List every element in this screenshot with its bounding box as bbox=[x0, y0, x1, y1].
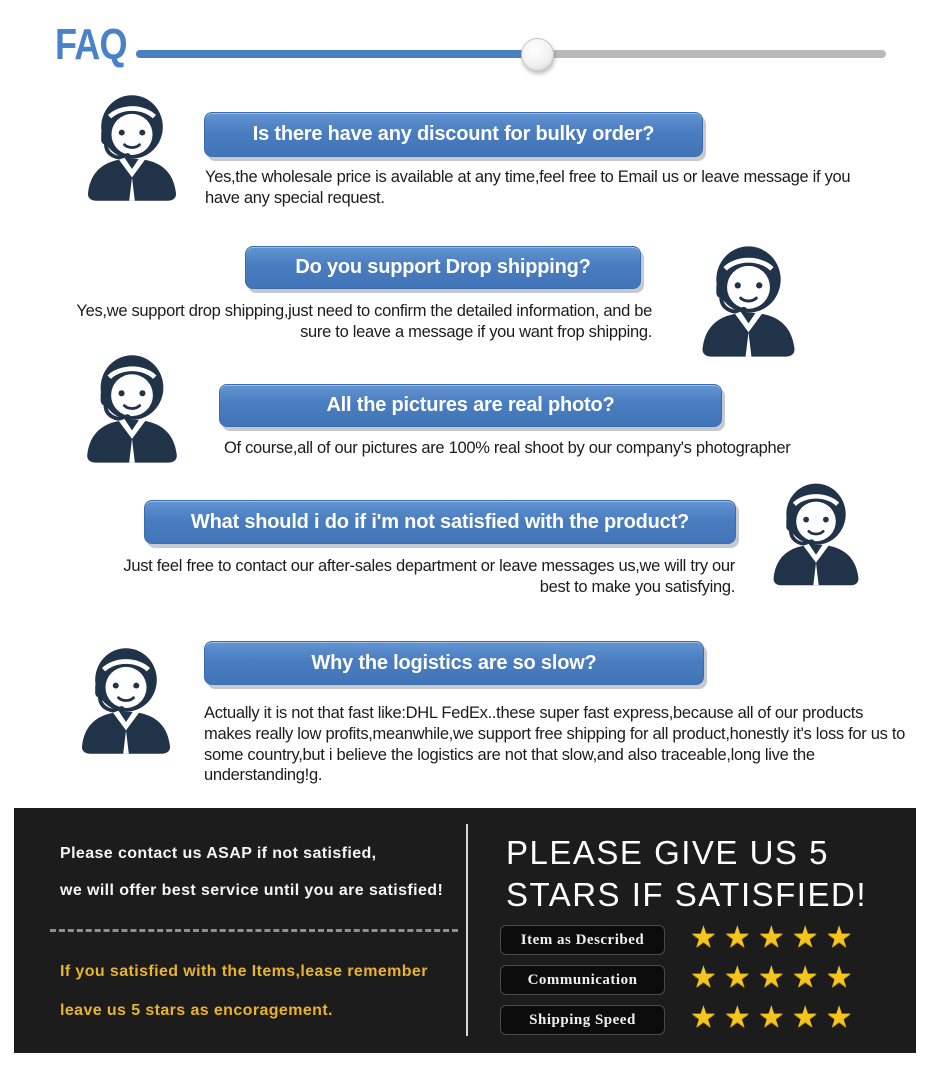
star-icon: ★ bbox=[757, 1001, 785, 1034]
answer-text-real-photo: Of course,all of our pictures are 100% real shoot by our company's photographer bbox=[224, 439, 791, 457]
star-icon: ★ bbox=[723, 921, 751, 954]
star-icon: ★ bbox=[690, 961, 717, 994]
star-icon: ★ bbox=[690, 921, 717, 954]
star-icon: ★ bbox=[690, 1001, 717, 1034]
support-agent-icon bbox=[76, 90, 188, 205]
question-button-discount[interactable] bbox=[204, 112, 703, 157]
star-icon: ★ bbox=[791, 921, 819, 954]
rating-stars-item-described bbox=[690, 923, 853, 953]
answer-text-dropshipping: Yes,we support drop shipping,just need to confirm the detailed information, and be sure to leave a message if you want frop shipping. bbox=[76, 302, 652, 341]
stars-request-line2: leave us 5 stars as encoragement. bbox=[60, 1002, 333, 1019]
question-label: Is there have any discount for bulky order? bbox=[252, 123, 655, 145]
rating-stars-communication bbox=[690, 963, 853, 993]
answer-text-discount: Yes,the wholesale price is available at any time,feel free to Email us or leave message if you have any special request. bbox=[205, 168, 851, 207]
question-label: Do you support Drop shipping? bbox=[295, 256, 591, 278]
stars-request-line1: If you satisfied with the Items,lease remember bbox=[60, 963, 428, 980]
star-icon: ★ bbox=[791, 961, 819, 994]
support-agent-icon bbox=[690, 242, 807, 360]
star-icon: ★ bbox=[757, 961, 785, 994]
star-icon: ★ bbox=[825, 961, 853, 994]
question-button-real-photo[interactable] bbox=[219, 384, 722, 427]
support-agent-icon bbox=[762, 478, 870, 590]
star-icon: ★ bbox=[757, 921, 785, 954]
question-button-logistics[interactable] bbox=[204, 641, 704, 685]
question-label: Why the logistics are so slow? bbox=[311, 651, 597, 674]
question-label: What should i do if i'm not satisfied with the product? bbox=[190, 510, 690, 533]
dashed-divider bbox=[50, 929, 458, 932]
vertical-divider bbox=[466, 824, 468, 1036]
support-agent-icon bbox=[75, 350, 189, 467]
contact-note-line1: Please contact us ASAP if not satisfied, bbox=[60, 845, 377, 862]
star-icon: ★ bbox=[723, 961, 751, 994]
contact-note-line2: we will offer best service until you are satisfied! bbox=[60, 882, 444, 899]
feedback-banner bbox=[14, 808, 916, 1053]
question-button-dropshipping[interactable] bbox=[245, 246, 641, 289]
progress-slider-fill bbox=[136, 50, 537, 58]
question-label: All the pictures are real photo? bbox=[326, 394, 615, 416]
support-agent-icon bbox=[70, 643, 182, 758]
five-stars-heading-line1: PLEASE GIVE US 5 bbox=[506, 834, 829, 871]
star-icon: ★ bbox=[791, 1001, 819, 1034]
star-icon: ★ bbox=[825, 921, 853, 954]
rating-stars-shipping-speed bbox=[690, 1003, 853, 1033]
page-title: FAQ bbox=[55, 20, 127, 69]
rating-label-item-described: Item as Described bbox=[500, 925, 665, 955]
rating-label-communication: Communication bbox=[500, 965, 665, 995]
progress-slider-knob[interactable] bbox=[521, 38, 554, 71]
star-icon: ★ bbox=[723, 1001, 751, 1034]
answer-text-not-satisfied: Just feel free to contact our after-sales department or leave messages us,we will try our best to make you satisfying. bbox=[123, 557, 735, 596]
answer-text-logistics: Actually it is not that fast like:DHL FedEx..these super fast express,because all of our products makes really low profits,meanwhile,we support free shipping for all product,honestly it's loss for us to some country,but i believe the logistics are not that slow,and also traceable,long live the understanding!g. bbox=[204, 704, 906, 785]
question-button-not-satisfied[interactable] bbox=[144, 500, 736, 544]
five-stars-heading-line2: STARS IF SATISFIED! bbox=[506, 876, 867, 913]
rating-label-shipping-speed: Shipping Speed bbox=[500, 1005, 665, 1035]
star-icon: ★ bbox=[825, 1001, 853, 1034]
